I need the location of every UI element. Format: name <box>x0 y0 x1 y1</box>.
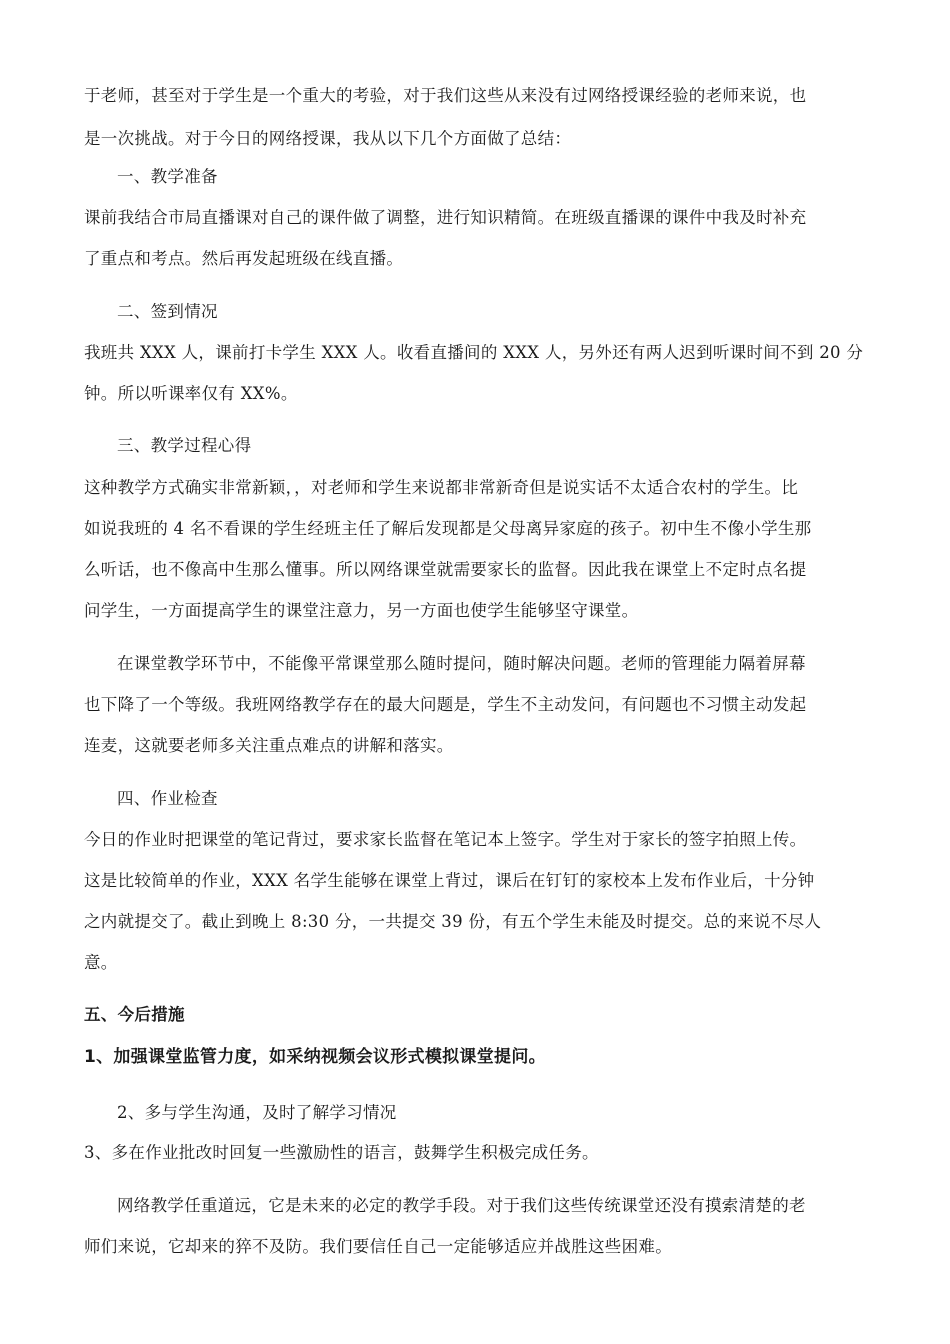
section-4-line-1: 今日的作业时把课堂的笔记背过，要求家长监督在笔记本上签字。学生对于家长的签字拍照上传。 <box>84 830 807 849</box>
section-3-p2-line-1: 在课堂教学环节中，不能像平常课堂那么随时提问，随时解决问题。老师的管理能力隔着屏幕 <box>117 654 806 673</box>
section-1-heading: 一、教学准备 <box>117 167 218 186</box>
section-3-p1-line-3: 么听话，也不像高中生那么懂事。所以网络课堂就需要家长的监督。因此我在课堂上不定时点名提 <box>84 560 807 579</box>
section-4-line-2: 这是比较简单的作业，XXX 名学生能够在课堂上背过，课后在钉钉的家校本上发布作业后，十分钟 <box>84 871 815 890</box>
section-5-item-3: 3、多在作业批改时回复一些激励性的语言，鼓舞学生积极完成任务。 <box>84 1143 599 1162</box>
section-5-item-1: 1、加强课堂监管力度，如采纳视频会议形式模拟课堂提问。 <box>84 1047 546 1067</box>
section-4-heading: 四、作业检查 <box>117 789 218 808</box>
intro-line-1: 于老师，甚至对于学生是一个重大的考验，对于我们这些从来没有过网络授课经验的老师来说，也 <box>84 86 807 105</box>
section-2-line-2: 钟。所以听课率仅有 XX%。 <box>84 384 298 403</box>
section-5-heading: 五、今后措施 <box>84 1005 185 1024</box>
section-3-p1-line-4: 问学生，一方面提高学生的课堂注意力，另一方面也使学生能够坚守课堂。 <box>84 601 639 620</box>
conclusion-line-2: 师们来说，它却来的猝不及防。我们要信任自己一定能够适应并战胜这些困难。 <box>84 1237 672 1256</box>
section-2-line-1: 我班共 XXX 人，课前打卡学生 XXX 人。收看直播间的 XXX 人，另外还有两人迟到听课时间不到 20 分 <box>84 343 864 362</box>
intro-line-2: 是一次挑战。对于今日的网络授课，我从以下几个方面做了总结： <box>84 129 572 148</box>
section-5-item-2: 2、多与学生沟通，及时了解学习情况 <box>117 1103 397 1122</box>
section-1-line-1: 课前我结合市局直播课对自己的课件做了调整，进行知识精简。在班级直播课的课件中我及时补充 <box>84 208 807 227</box>
section-3-p1-line-1: 这种教学方式确实非常新颖，，对老师和学生来说都非常新奇但是说实话不太适合农村的学生。比 <box>84 478 799 497</box>
section-3-heading: 三、教学过程心得 <box>117 436 252 455</box>
section-3-p1-line-2: 如说我班的 4 名不看课的学生经班主任了解后发现都是父母离异家庭的孩子。初中生不像小学生那 <box>84 519 812 538</box>
section-4-line-3: 之内就提交了。截止到晚上 8:30 分，一共提交 39 份，有五个学生未能及时提交。总的来说不尽人 <box>84 912 822 931</box>
section-3-p2-line-3: 连麦，这就要老师多关注重点难点的讲解和落实。 <box>84 736 454 755</box>
section-3-p2-line-2: 也下降了一个等级。我班网络教学存在的最大问题是，学生不主动发问，有问题也不习惯主动发起 <box>84 695 807 714</box>
section-4-line-4: 意。 <box>84 953 118 972</box>
conclusion-line-1: 网络教学任重道远，它是未来的必定的教学手段。对于我们这些传统课堂还没有摸索清楚的老 <box>117 1196 806 1215</box>
section-2-heading: 二、签到情况 <box>117 302 218 321</box>
section-1-line-2: 了重点和考点。然后再发起班级在线直播。 <box>84 249 404 268</box>
